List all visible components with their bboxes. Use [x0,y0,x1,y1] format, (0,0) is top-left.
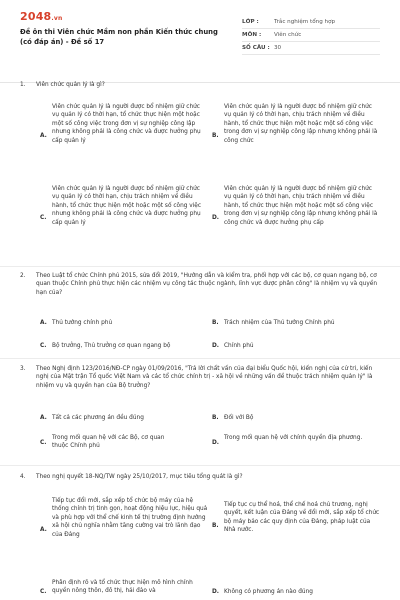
option-letter: D. [212,589,220,595]
option-letter: D. [212,343,220,349]
question-separator [0,266,400,267]
option-text: Trong mối quan hệ với chính quyền địa phương. [224,435,363,441]
question-stem: Theo Luật tổ chức Chính phủ 2015, sửa đổi 2019, "Hướng dẫn và kiểm tra, phối hợp với các bộ, cơ quan ngang bộ, cơ quan thuộc Chính phủ thực hiện các nhiệm vụ công tác thuộc ngành, lĩnh vực được phân công" là nhiệm vụ và quyền hạn của? [36,273,377,296]
option-letter: A. [40,527,47,533]
question-separator [0,358,400,359]
option-text: Tất cả các phương án đều đúng [52,415,144,421]
option-letter: C. [40,343,47,349]
option-letter: A. [40,320,47,326]
question-1 [20,81,380,89]
option-text: Thủ tướng chính phủ [52,320,113,326]
option-text: Chính phủ [224,343,254,349]
question-stem: Theo nghị quyết 18-NQ/TW ngày 25/10/2017, mục tiêu tổng quát là gì? [36,474,243,480]
meta-row-mon [242,29,380,42]
document-title: Đề ôn thi Viên chức Mầm non phần Kiến thức chung (có đáp án) - Đề số 17 [20,28,218,46]
option-text: Phân định rõ và tổ chức thực hiện mô hình chính quyền nông thôn, đô thị, hải đảo và [52,580,193,595]
option-letter: A. [40,415,47,421]
option-text: Viên chức quản lý là người được bổ nhiệm giữ chức vụ quản lý có thời hạn, chịu trách nhiệm về điều hành, tổ chức thực hiện một hoặc một số công việc nhưng không phải là công chức và được hưởng phụ cấp quản lý [52,186,202,226]
meta-label: SỐ CÂU : [242,45,270,51]
question-2 [20,272,380,298]
option-text: Không có phương án nào đúng [224,589,313,595]
document-meta [242,16,380,55]
question-number: 2. [20,273,26,279]
option-text: Viên chức quản lý là người được bổ nhiệm giữ chức vụ quản lý có thời hạn, chịu trách nhiệm về điều hành, tổ chức thực hiện một hoặc một số công việc trong đơn vị sự nghiệp công lập nhưng không phải là công chức và được hưởng phụ cấp [224,186,378,226]
question-4 [20,473,380,481]
option-text: Tiếp tục đổi mới, sắp xếp tổ chức bộ máy của hệ thống chính trị tinh gọn, hoạt động hiệu lực, hiệu quả và phù hợp với thể chế kinh tế thị trường định hướng xã hội chủ nghĩa nhằm tăng cường vai trò lãnh đạo của Đảng [52,498,208,538]
logo-main: 2048 [20,10,52,23]
option-letter: C. [40,215,47,221]
option-letter: D. [212,215,220,221]
document-header [20,10,380,68]
meta-label: LỚP : [242,19,259,25]
option-text: Đối với Bộ [224,415,254,421]
option-letter: B. [212,133,219,139]
question-number: 1. [20,82,26,88]
question-number: 4. [20,474,26,480]
meta-value: Viên chức [274,32,302,38]
option-text: Bộ trưởng, Thủ trưởng cơ quan ngang bộ [52,343,171,349]
meta-row-socau [242,42,380,55]
question-separator [0,465,400,466]
question-number: 3. [20,366,26,372]
option-letter: D. [212,440,220,446]
option-letter: B. [212,320,219,326]
option-letter: C. [40,440,47,446]
option-letter: B. [212,415,219,421]
meta-label: MÔN : [242,32,262,38]
question-stem: Viên chức quản lý là gì? [36,82,105,88]
meta-row-lop [242,16,380,29]
question-3 [20,365,380,391]
meta-value: Trắc nghiệm tổng hợp [274,19,336,25]
option-letter: B. [212,523,219,529]
option-text: Viên chức quản lý là người được bổ nhiệm giữ chức vụ quản lý có thời hạn, tổ chức thực hiện một hoặc một số công việc trong đơn vị sự nghiệp công lập nhưng không phải là công chức và được hưởng phụ cấp quản lý [52,104,201,144]
logo-suffix: .vn [51,15,63,22]
question-stem: Theo Nghị định 123/2016/NĐ-CP ngày 01/09/2016, "Trả lời chất vấn của đại biểu Quốc hội, kiến nghị của cử tri, kiến nghị của Mặt trận Tổ quốc Việt Nam và các tổ chức chính trị - xã hội về những vấn đề thuộc trách nhiệm quản lý" là nhiệm vụ và quyền hạn của Bộ trưởng? [36,366,373,389]
option-text: Trách nhiệm của Thủ tướng Chính phủ [224,320,335,326]
option-text: Viên chức quản lý là người được bổ nhiệm giữ chức vụ quản lý có thời hạn, chịu trách nhiệm về điều hành, tổ chức thực hiện một hoặc một số công việc trong đơn vị sự nghiệp công lập nhưng không phải là công chức [224,104,378,144]
option-text: Tiếp tục cụ thể hoá, thể chế hoá chủ trương, nghị quyết, kết luận của Đảng về đổi mới, sắp xếp tổ chức bộ máy bảo các quy định của Đảng, pháp luật của Nhà nước. [224,502,380,534]
option-letter: C. [40,589,47,595]
option-text: Trong mối quan hệ với các Bộ, cơ quan thuộc Chính phủ [52,435,165,450]
option-letter: A. [40,133,47,139]
meta-value: 30 [274,45,282,51]
